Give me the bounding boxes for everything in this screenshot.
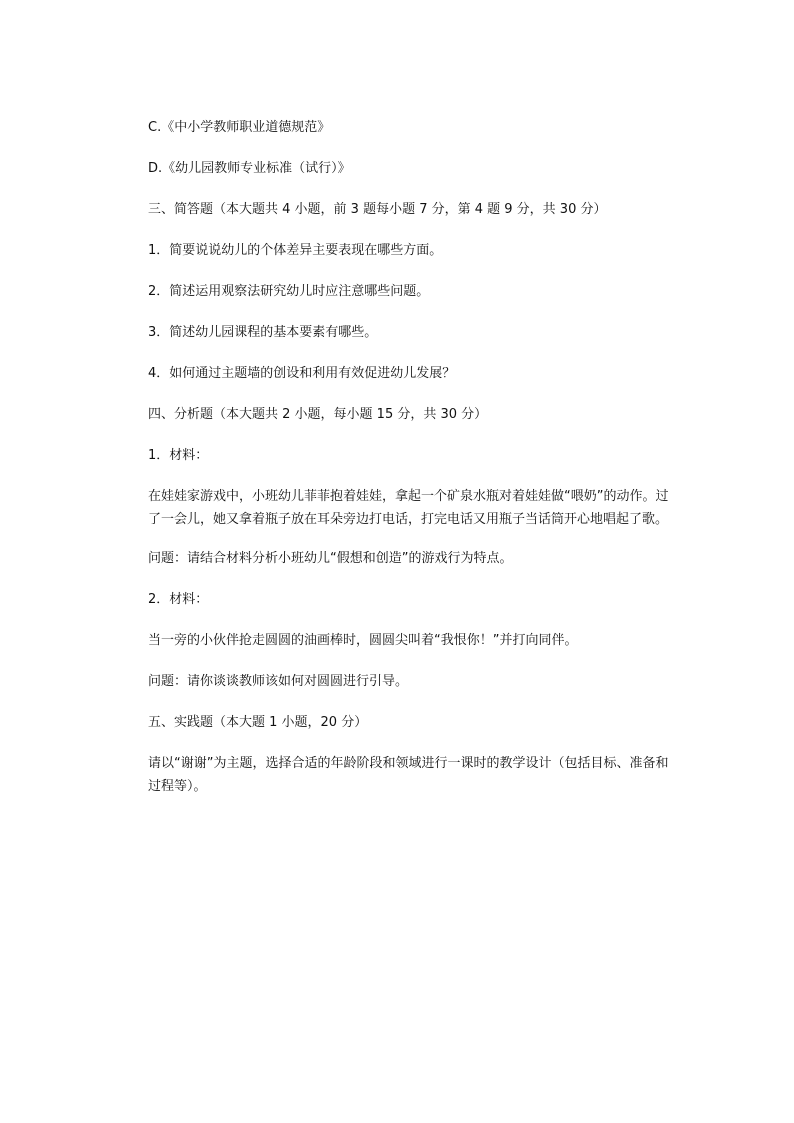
option-d: D.《幼儿园教师专业标准（试行）》 — [148, 161, 351, 176]
analysis-material-1-text: 在娃娃家游戏中，小班幼儿菲菲抱着娃娃，拿起一个矿泉水瓶对着娃娃做“喂奶”的动作。过了一会儿，她又拿着瓶子放在耳朵旁边打电话，打完电话又用瓶子当话筒开心地唱起了歌。 — [148, 489, 669, 527]
analysis-question-1: 问题：请结合材料分析小班幼儿“假想和创造”的游戏行为特点。 — [148, 551, 513, 566]
document-content — [148, 118, 676, 816]
analysis-material-2-label: 2．材料： — [148, 592, 209, 607]
analysis-material-1-label: 1．材料： — [148, 448, 209, 463]
section-4-heading: 四、分析题（本大题共 2 小题，每小题 15 分，共 30 分） — [148, 407, 488, 422]
analysis-material-2-text: 当一旁的小伙伴抢走圆圆的油画棒时，圆圆尖叫着“我恨你！”并打向同伴。 — [148, 633, 578, 648]
short-answer-question-1: 1．简要说说幼儿的个体差异主要表现在哪些方面。 — [148, 243, 443, 258]
analysis-question-2: 问题：请你谈谈教师该如何对圆圆进行引导。 — [148, 674, 409, 689]
short-answer-question-4: 4．如何通过主题墙的创设和利用有效促进幼儿发展？ — [148, 366, 456, 381]
short-answer-question-2: 2．简述运用观察法研究幼儿时应注意哪些问题。 — [148, 284, 430, 299]
option-c: C.《中小学教师职业道德规范》 — [148, 120, 331, 135]
short-answer-question-3: 3．简述幼儿园课程的基本要素有哪些。 — [148, 325, 378, 340]
section-3-heading: 三、简答题（本大题共 4 小题，前 3 题每小题 7 分，第 4 题 9 分，共 30 分） — [148, 202, 607, 217]
practice-question: 请以“谢谢”为主题，选择合适的年龄阶段和领域进行一课时的教学设计（包括目标、准备和过程等）。 — [148, 756, 669, 794]
section-5-heading: 五、实践题（本大题 1 小题，20 分） — [148, 715, 368, 730]
